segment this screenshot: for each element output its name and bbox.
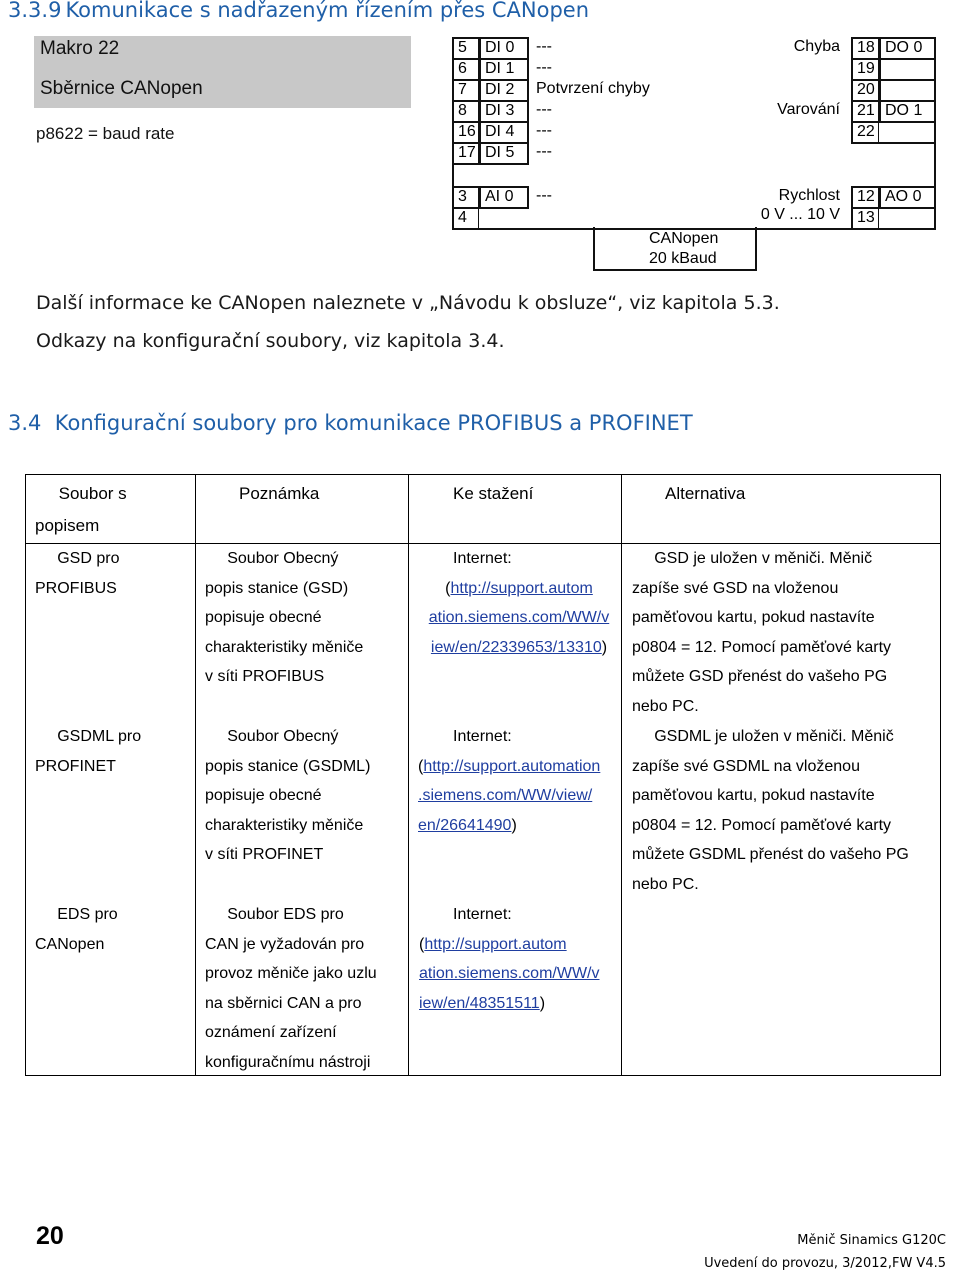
column-divider: [408, 475, 409, 1075]
link-paren: ): [511, 816, 517, 834]
cell-note: Soubor Obecný popis stanice (GSD) popisuje obecné charakteristiky měniče v síti PROFIBUS: [205, 550, 364, 686]
frame-line: [934, 144, 936, 187]
page-number: 20: [36, 1222, 64, 1250]
section-number: 3.3.9: [8, 0, 62, 22]
terminal-signal: Chyba: [793, 38, 840, 55]
terminal-pin: 13: [851, 207, 880, 230]
cell-alternative: GSDML je uložen v měniči. Měnič zapíše své GSDML na vloženou paměťovou kartu, pokud nastavíte p0804 = 12. Pomocí paměťové karty můžete GSDML přenést do vašeho PG nebo PC.: [632, 728, 909, 893]
terminal-pin: 18: [851, 37, 880, 58]
terminal-name: AO 0: [879, 186, 936, 207]
terminal-pin: 12: [851, 186, 880, 207]
terminal-name: DO 1: [879, 100, 936, 121]
terminal-pin: 6: [452, 58, 480, 79]
cell-download-label: Internet:: [453, 906, 512, 923]
baud-parameter: p8622 = baud rate: [36, 124, 175, 143]
header-alternative: Alternativa: [665, 484, 746, 503]
terminal-name: DO 0: [879, 37, 936, 58]
cell-alternative: GSD je uložen v měniči. Měnič zapíše své GSD na vloženou paměťovou kartu, pokud nastavíte p0804 = 12. Pomocí paměťové karty můžete GSD přenést do vašeho PG nebo PC.: [632, 550, 892, 715]
terminal-name: [879, 79, 936, 100]
section-title: Konfigurační soubory pro komunikace PROFIBUS a PROFINET: [54, 411, 693, 435]
macro-subtitle: Sběrnice CANopen: [40, 78, 203, 99]
cell-file: GSD pro PROFIBUS: [35, 550, 120, 597]
header-file-first: Soubor s: [35, 484, 127, 503]
terminal-pin: 3: [452, 186, 480, 207]
terminal-signal: ---: [536, 101, 552, 118]
link-paren: (: [445, 579, 451, 597]
terminal-signal: ---: [536, 187, 552, 204]
terminal-pin: 20: [851, 79, 880, 100]
section-heading: [8, 411, 693, 435]
terminal-name: DI 1: [479, 58, 529, 79]
link-paren: ): [601, 638, 608, 656]
terminal-signal: Varování: [777, 101, 840, 118]
cell-download-label: Internet:: [453, 550, 512, 567]
terminal-pin: 5: [452, 37, 480, 58]
header-download: Ke stažení: [453, 484, 534, 503]
terminal-signal: Rychlost: [778, 187, 840, 204]
section-number: 3.4: [8, 411, 42, 435]
cell-download: [419, 574, 619, 663]
footer-doc: Uvedení do provozu, 3/2012,FW V4.5: [704, 1256, 946, 1271]
terminal-pin: 22: [851, 121, 880, 144]
terminal-signal: ---: [536, 143, 552, 160]
download-link[interactable]: http://support.automation .siemens.com/WW/view/ en/26641490: [418, 757, 601, 834]
link-paren: ): [539, 994, 546, 1012]
cell-note: Soubor EDS pro CAN je vyžadován pro provoz měniče jako uzlu na sběrnici CAN a pro oznámení zařízení konfiguračnímu nástroji: [205, 906, 377, 1071]
column-divider: [621, 475, 622, 1075]
can-bus-box: [593, 227, 757, 271]
terminal-pin: 7: [452, 79, 480, 100]
terminal-name: [479, 207, 529, 230]
info-line: Odkazy na konfigurační soubory, viz kapitola 3.4.: [36, 330, 505, 352]
terminal-name: DI 0: [479, 37, 529, 58]
frame-line: [452, 165, 454, 187]
bus-type: CANopen: [649, 230, 719, 247]
terminal-signal: Potvrzení chyby: [536, 80, 650, 97]
terminal-pin: 16: [452, 121, 480, 142]
cell-download: [418, 752, 600, 841]
terminal-name: [879, 121, 936, 144]
cell-file: GSDML pro PROFINET: [35, 728, 142, 775]
bus-baud: 20 kBaud: [649, 250, 717, 267]
terminal-name: DI 5: [479, 142, 529, 165]
terminal-pin: 4: [452, 207, 480, 230]
terminal-signal: ---: [536, 122, 552, 139]
cell-file: EDS pro CANopen: [35, 906, 118, 953]
terminal-signal: ---: [536, 38, 552, 55]
macro-box: [34, 36, 411, 108]
terminal-name: [879, 207, 936, 230]
macro-title: Makro 22: [40, 38, 120, 59]
info-line: Další informace ke CANopen naleznete v „Návodu k obsluze“, viz kapitola 5.3.: [36, 292, 780, 314]
download-link[interactable]: http://support.autom ation.siemens.com/WW/v iew/en/22339653/13310: [428, 579, 610, 656]
terminal-pin: 21: [851, 100, 880, 121]
terminal-pin: 17: [452, 142, 480, 165]
cell-download: [419, 930, 599, 1019]
header-file: [35, 478, 127, 542]
terminal-name: DI 2: [479, 79, 529, 100]
header-file-second: popisem: [35, 516, 100, 535]
cell-download-label: Internet:: [453, 728, 512, 745]
download-link[interactable]: http://support.autom ation.siemens.com/WW/v iew/en/48351511: [419, 935, 600, 1012]
terminal-signal: ---: [536, 59, 552, 76]
section-title: Komunikace s nadřazeným řízením přes CANopen: [65, 0, 590, 22]
column-divider: [195, 475, 196, 1075]
footer-product: Měnič Sinamics G120C: [797, 1233, 946, 1248]
terminal-name: DI 4: [479, 121, 529, 142]
terminal-pin: 19: [851, 58, 880, 79]
link-paren: (: [419, 935, 425, 953]
cell-note: Soubor Obecný popis stanice (GSDML) popisuje obecné charakteristiky měniče v síti PROFINET: [205, 728, 371, 864]
section-heading: [8, 0, 589, 22]
terminal-name: [879, 58, 936, 79]
terminal-signal: 0 V ... 10 V: [760, 206, 840, 223]
link-paren: (: [418, 757, 424, 775]
terminal-pin: 8: [452, 100, 480, 121]
terminal-name: DI 3: [479, 100, 529, 121]
header-note: Poznámka: [239, 484, 320, 503]
config-files-table: [25, 474, 941, 1076]
terminal-name: AI 0: [479, 186, 529, 207]
